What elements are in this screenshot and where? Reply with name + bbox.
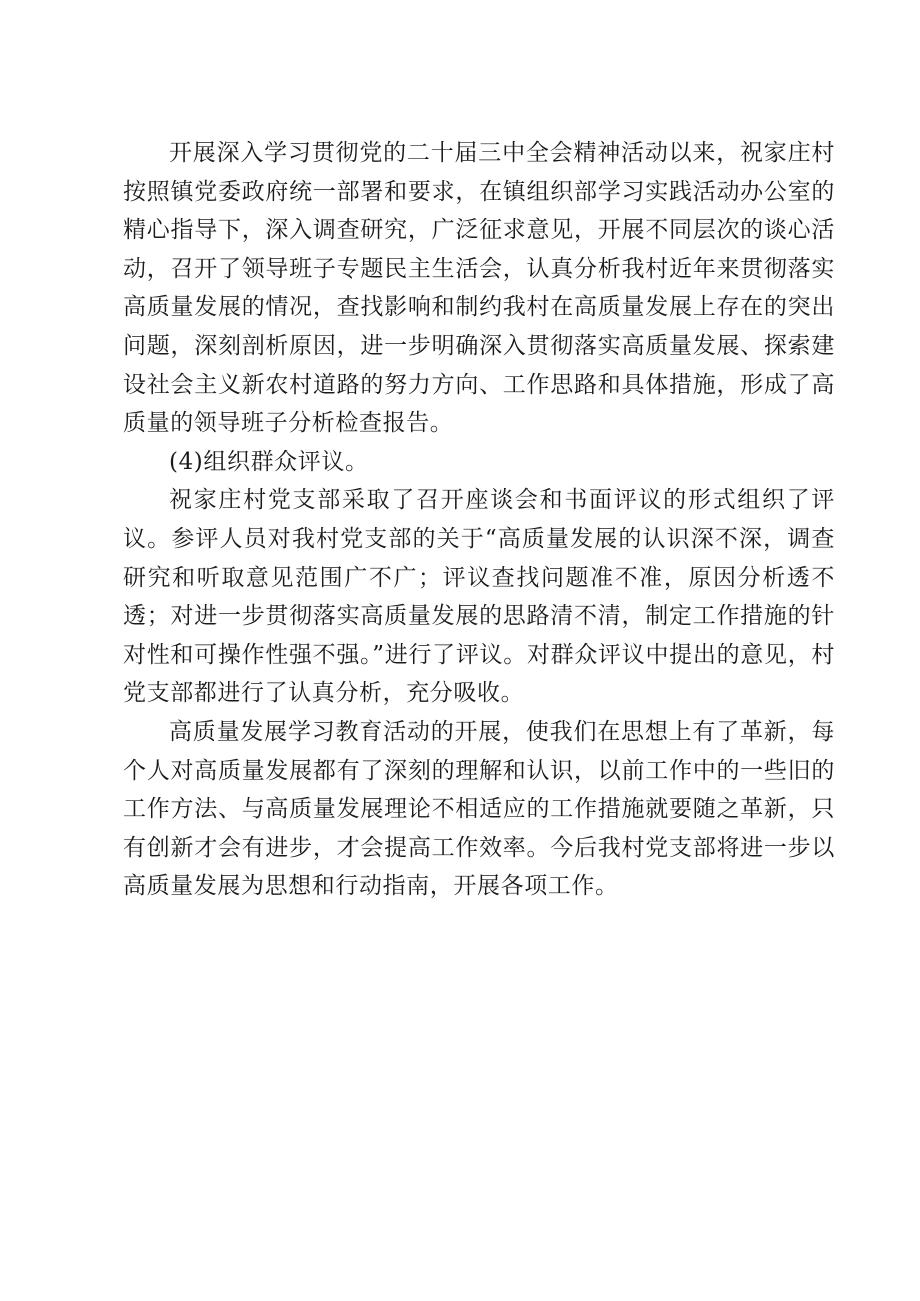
section-heading-mass-review: (4)组织群众评议。: [169, 448, 369, 475]
paragraph-activity-summary: 开展深入学习贯彻党的二十届三中全会精神活动以来，祝家庄村按照镇党委政府统一部署和要求，在镇组织部学习实践活动办公室的精心指导下，深入调查研究，广泛征求意见，开展不同层次的谈心活动，召开了领导班子专题民主生活会，认真分析我村近年来贯彻落实高质量发展的情况，查找影响和制约我村在高质量发展上存在的突出问题，深刻剖析原因，进一步明确深入贯彻落实高质量发展、探索建设社会主义新农村道路的努力方向、工作思路和具体措施，形成了高质量的领导班子分析检查报告。: [123, 140, 835, 437]
paragraph-mass-review: 祝家庄村党支部采取了召开座谈会和书面评议的形式组织了评议。参评人员对我村党支部的关于“高质量发展的认识深不深，调查研究和听取意见范围广不广；评议查找问题准不准，原因分析透不透；对进一步贯彻落实高质量发展的思路清不清，制定工作措施的针对性和可操作性强不强。”进行了评议。对群众评议中提出的意见，村党支部都进行了认真分析，充分吸收。: [123, 487, 835, 707]
paragraph-conclusion: 高质量发展学习教育活动的开展，使我们在思想上有了革新，每个人对高质量发展都有了深刻的理解和认识，以前工作中的一些旧的工作方法、与高质量发展理论不相适应的工作措施就要随之革新，只有创新才会有进步，才会提高工作效率。今后我村党支部将进一步以高质量发展为思想和行动指南，开展各项工作。: [123, 718, 835, 900]
document-body: [123, 134, 835, 906]
